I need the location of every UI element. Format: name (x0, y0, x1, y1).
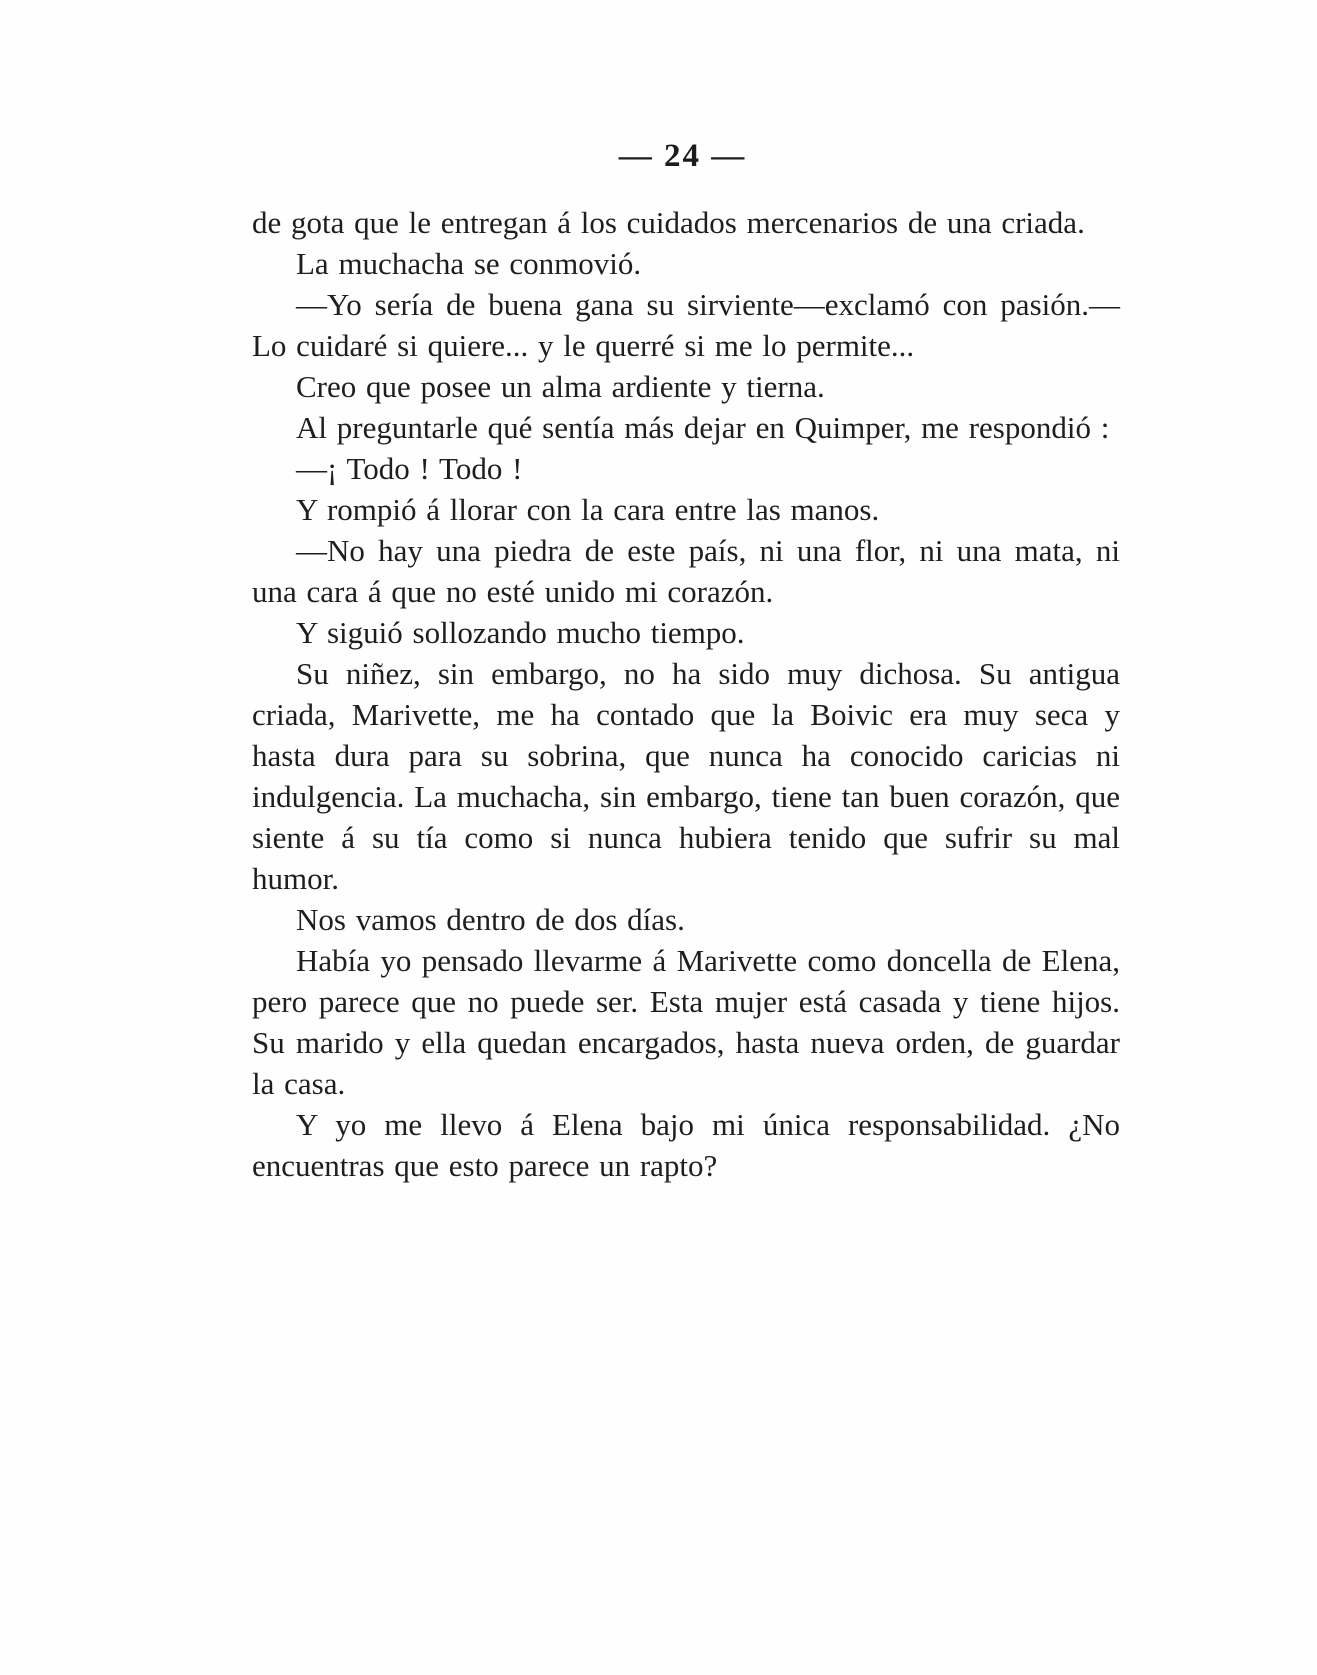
paragraph: —No hay una piedra de este país, ni una flor, ni una mata, ni una cara á que no esté unido mi corazón. (252, 533, 1120, 609)
page-text-block (252, 202, 1120, 1186)
paragraph: Creo que posee un alma ardiente y tierna. (296, 369, 825, 404)
paragraph: Y siguió sollozando mucho tiempo. (296, 615, 745, 650)
paragraph: de gota que le entregan á los cuidados mercenarios de una criada. (252, 205, 1085, 240)
paragraph: —Yo sería de buena gana su sirviente—exclamó con pasión.—Lo cuidaré si quiere... y le querré si me lo permite... (252, 287, 1120, 363)
paragraph: La muchacha se conmovió. (296, 246, 642, 281)
paragraph: Y yo me llevo á Elena bajo mi única responsabilidad. ¿No encuentras que esto parece un rapto? (252, 1107, 1120, 1183)
paragraph: Su niñez, sin embargo, no ha sido muy dichosa. Su antigua criada, Marivette, me ha contado que la Boivic era muy seca y hasta dura para su sobrina, que nunca ha conocido caricias ni indulgencia. La muchacha, sin embargo, tiene tan buen corazón, que siente á su tía como si nunca hubiera tenido que sufrir su mal humor. (252, 656, 1120, 896)
paragraph: —¡ Todo ! Todo ! (296, 451, 523, 486)
paragraph: Al preguntarle qué sentía más dejar en Quimper, me respondió : (296, 410, 1110, 445)
paragraph: Había yo pensado llevarme á Marivette como doncella de Elena, pero parece que no puede ser. Esta mujer está casada y tiene hijos. Su marido y ella quedan encargados, hasta nueva orden, de guardar la casa. (252, 943, 1120, 1101)
page-number: — 24 — (618, 138, 747, 174)
paragraph: Y rompió á llorar con la cara entre las manos. (296, 492, 880, 527)
paragraph: Nos vamos dentro de dos días. (296, 902, 685, 937)
